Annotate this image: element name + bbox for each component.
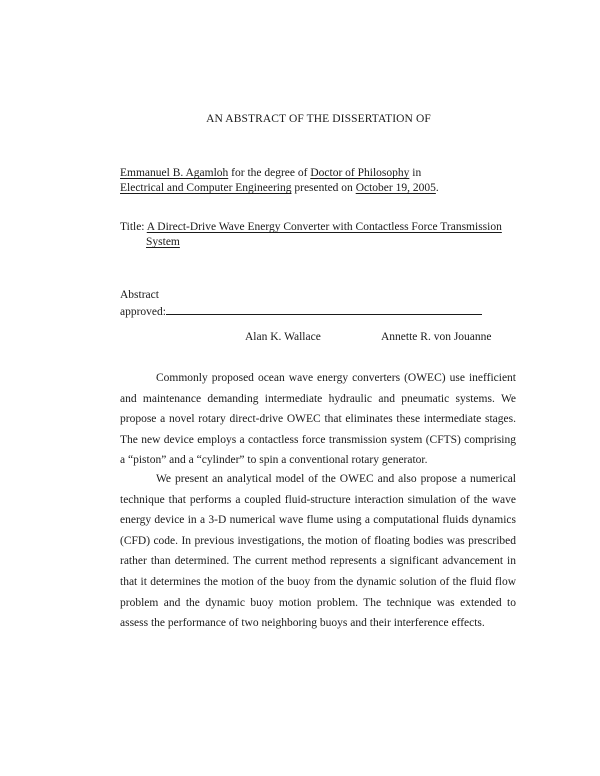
signatory-1: Alan K. Wallace — [245, 331, 321, 343]
in-text: in — [409, 167, 422, 179]
approved-line — [120, 304, 482, 318]
title-line-2 — [146, 236, 180, 248]
presented-on-text: presented on — [291, 182, 356, 194]
degree-name: Doctor of Philosophy — [310, 167, 410, 179]
degree-line-2 — [120, 182, 439, 194]
department-name: Electrical and Computer Engineering — [120, 182, 292, 194]
for-degree-text: for the degree of — [228, 167, 311, 179]
degree-line-1 — [120, 167, 421, 179]
signature-line — [166, 304, 482, 315]
title-label: Title: — [120, 221, 147, 233]
period-text: . — [435, 182, 439, 194]
presentation-date: October 19, 2005 — [355, 182, 436, 194]
author-name: Emmanuel B. Agamloh — [120, 167, 229, 179]
dissertation-title-2: System — [146, 236, 180, 248]
dissertation-title-1: A Direct-Drive Wave Energy Converter with Contactless Force Transmission — [146, 221, 502, 233]
abstract-paragraph-2 — [120, 469, 516, 634]
paragraph-text: Commonly proposed ocean wave energy converters (OWEC) use inefficient and maintenance demanding intermediate hydraulic and pneumatic systems. We propose a novel rotary direct-drive OWEC that eliminates these intermediate stages. The new device employs a contactless force transmission system (CFTS) comprising a “piston” and a “cylinder” to spin a conventional rotary generator. — [120, 372, 516, 467]
abstract-paragraph-1 — [120, 368, 516, 471]
paragraph-text: We present an analytical model of the OWEC and also propose a numerical technique that performs a coupled fluid-structure interaction simulation of the wave energy device in a 3-D numerical wave flume using a computational fluids dynamics (CFD) code. In previous investigations, the motion of floating bodies was prescribed rather than determined. The current method represents a significant advancement in that it determines the motion of the buoy from the dynamic solution of the fluid flow problem and the dynamic buoy motion problem. The technique was extended to assess the performance of two neighboring buoys and their interference effects. — [120, 473, 516, 630]
signatory-2: Annette R. von Jouanne — [381, 331, 492, 343]
page-heading: AN ABSTRACT OF THE DISSERTATION OF — [206, 113, 431, 125]
title-line-1 — [120, 221, 502, 233]
approved-label: approved: — [120, 306, 166, 318]
abstract-label: Abstract — [120, 289, 159, 301]
